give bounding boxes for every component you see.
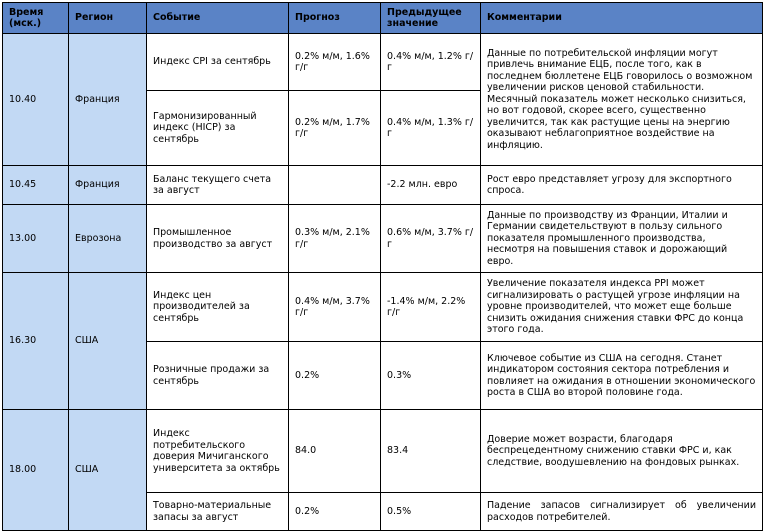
economic-calendar-table <box>2 2 763 531</box>
previous-cell: 0.5% <box>381 493 481 531</box>
forecast-cell: 0.4% м/м, 3.7% г/г <box>289 273 381 342</box>
comment-cell: Увеличение показателя индекса PPI может сигнализировать о растущей угрозе инфляции на уровне производителей, что может еще больше снизить ожидания снижения ставки ФРС до конца этого года. <box>481 273 763 342</box>
comment-cell: Рост евро представляет угрозу для экспортного спроса. <box>481 166 763 205</box>
header-previous: Предыдущее значение <box>381 3 481 34</box>
header-row <box>3 3 763 34</box>
previous-cell: -1.4% м/м, 2.2% г/г <box>381 273 481 342</box>
previous-cell: 0.3% <box>381 342 481 410</box>
comment-cell: Ключевое событие из США на сегодня. Станет индикатором состояния сектора потребления и повлияет на ожидания в отношении экономического роста в США во второй половине года. <box>481 342 763 410</box>
time-cell: 18.00 <box>3 410 69 531</box>
comment-cell: Падение запасов сигнализирует об увеличении расходов потребителей. <box>481 493 763 531</box>
forecast-cell: 0.2% м/м, 1.6% г/г <box>289 34 381 91</box>
time-cell: 10.45 <box>3 166 69 205</box>
forecast-cell: 0.2% <box>289 493 381 531</box>
forecast-cell: 0.2% м/м, 1.7% г/г <box>289 91 381 166</box>
previous-cell: 83.4 <box>381 410 481 493</box>
forecast-cell: 0.2% <box>289 342 381 410</box>
event-cell: Баланс текущего счета за август <box>147 166 289 205</box>
event-cell: Товарно-материальные запасы за август <box>147 493 289 531</box>
previous-cell: 0.6% м/м, 3.7% г/г <box>381 205 481 273</box>
region-cell: США <box>69 410 147 531</box>
event-cell: Промышленное производство за август <box>147 205 289 273</box>
previous-cell: 0.4% м/м, 1.2% г/г <box>381 34 481 91</box>
table-row <box>3 205 763 273</box>
region-cell: Франция <box>69 34 147 166</box>
table-row <box>3 410 763 493</box>
region-cell: Еврозона <box>69 205 147 273</box>
time-cell: 10.40 <box>3 34 69 166</box>
event-cell: Розничные продажи за сентябрь <box>147 342 289 410</box>
header-event: Событие <box>147 3 289 34</box>
header-time: Время (мск.) <box>3 3 69 34</box>
comment-cell: Доверие может возрасти, благодаря беспрецедентному снижению ставки ФРС и, как следствие, воодушевлению на фондовых рынках. <box>481 410 763 493</box>
forecast-cell: 84.0 <box>289 410 381 493</box>
header-comments: Комментарии <box>481 3 763 34</box>
event-cell: Индекс цен производителей за сентябрь <box>147 273 289 342</box>
table-row <box>3 273 763 342</box>
event-cell: Гармонизированный индекс (HICP) за сентябрь <box>147 91 289 166</box>
time-cell: 16.30 <box>3 273 69 410</box>
header-forecast: Прогноз <box>289 3 381 34</box>
time-cell: 13.00 <box>3 205 69 273</box>
previous-cell: 0.4% м/м, 1.3% г/г <box>381 91 481 166</box>
table-row <box>3 166 763 205</box>
region-cell: США <box>69 273 147 410</box>
region-cell: Франция <box>69 166 147 205</box>
event-cell: Индекс потребительского доверия Мичиганского университета за октябрь <box>147 410 289 493</box>
table-row <box>3 34 763 91</box>
previous-cell: -2.2 млн. евро <box>381 166 481 205</box>
comment-cell: Данные по производству из Франции, Италии и Германии свидетельствуют в пользу сильного показателя промышленного производства, несмотря на повышения ставок и дорожающий евро. <box>481 205 763 273</box>
forecast-cell: 0.3% м/м, 2.1% г/г <box>289 205 381 273</box>
event-cell: Индекс CPI за сентябрь <box>147 34 289 91</box>
comment-cell: Данные по потребительской инфляции могут привлечь внимание ЕЦБ, после того, как в последнем бюллетене ЕЦБ говорилось о возможном увеличении рисков ценовой стабильности. Месячный показатель может несколько снизиться, но вот годовой, скорее всего, существенно увеличится, так как растущие цены на энергию оказывают неблагоприятное воздействие на инфляцию. <box>481 34 763 166</box>
forecast-cell <box>289 166 381 205</box>
header-region: Регион <box>69 3 147 34</box>
